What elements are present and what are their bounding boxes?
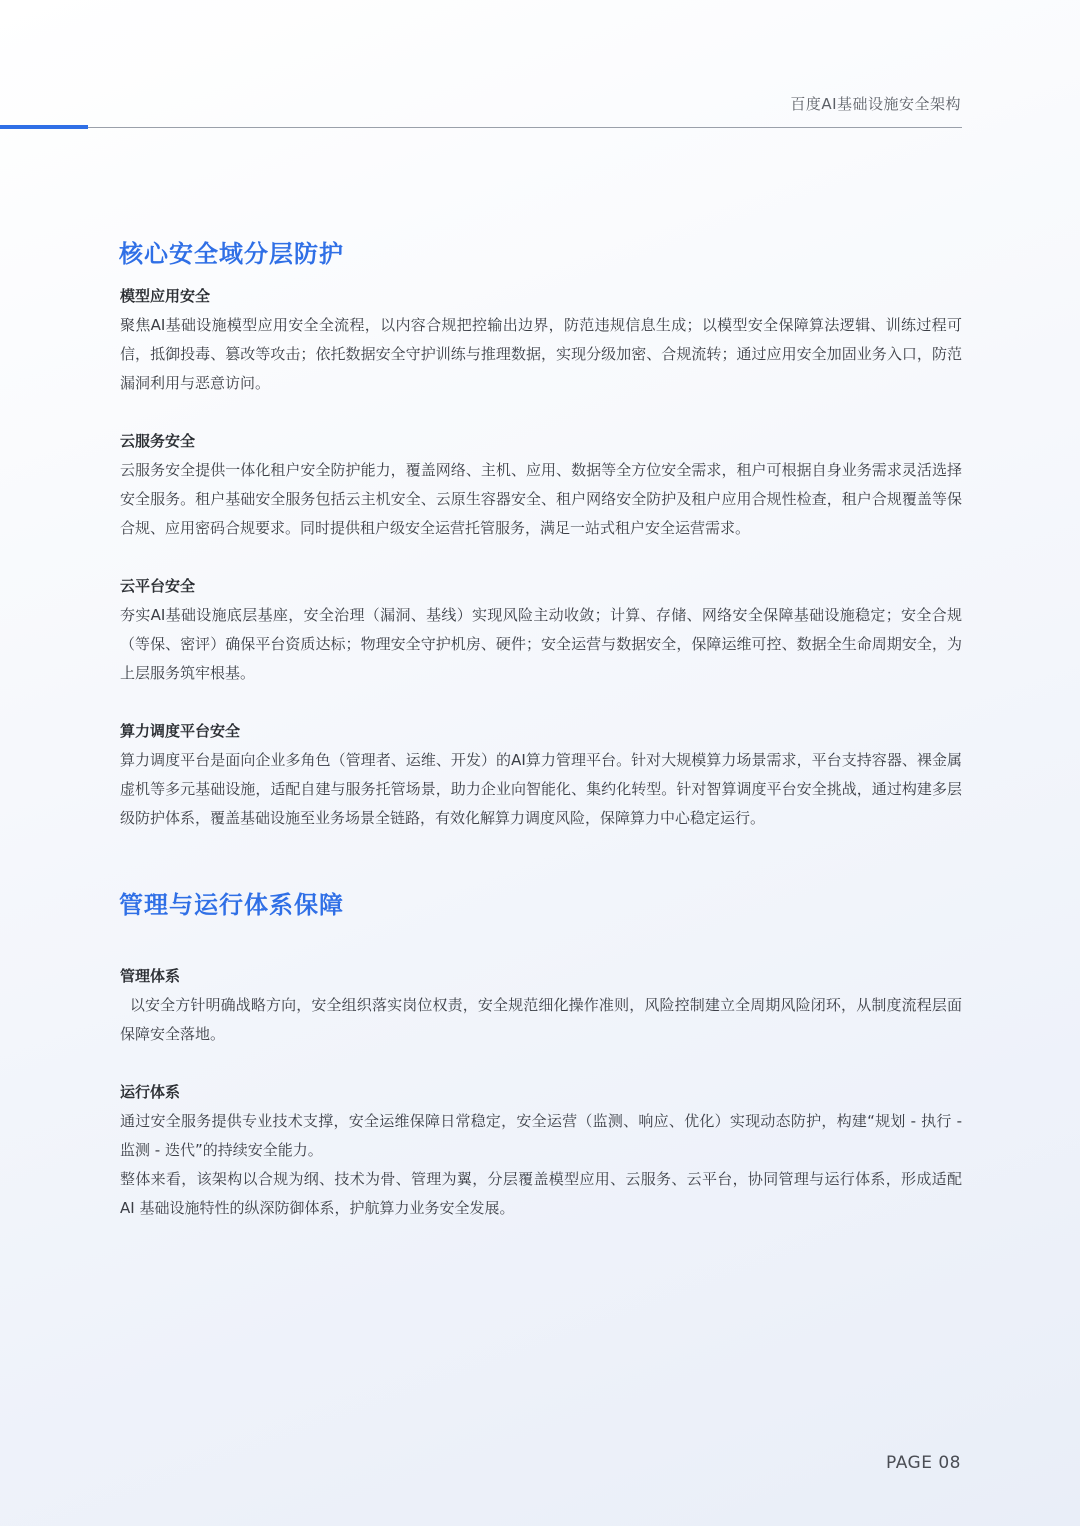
subsection-heading: 运行体系 [120, 1083, 181, 1101]
subsection-paragraph: 夯实AI基础设施底层基座，安全治理（漏洞、基线）实现风险主动收敛；计算、存储、网络安全保障基础设施稳定；安全合规（等保、密评）确保平台资质达标；物理安全守护机房、硬件；安全运营与数据安全，保障运维可控、数据全生命周期安全，为上层服务筑牢根基。 [120, 606, 962, 682]
subsection-heading: 云平台安全 [120, 577, 196, 595]
summary-paragraph: 整体来看，该架构以合规为纲、技术为骨、管理为翼，分层覆盖模型应用、云服务、云平台，协同管理与运行体系，形成适配 AI 基础设施特性的纵深防御体系，护航算力业务安全发展。 [120, 1170, 962, 1217]
subsection-heading: 管理体系 [120, 967, 181, 985]
subsection-paragraph: 算力调度平台是面向企业多角色（管理者、运维、开发）的AI算力管理平台。针对大规模算力场景需求，平台支持容器、裸金属虚机等多元基础设施，适配自建与服务托管场景，助力企业向智能化、集约化转型。针对智算调度平台安全挑战，通过构建多层级防护体系，覆盖基础设施至业务场景全链路，有效化解算力调度风险，保障算力中心稳定运行。 [120, 751, 962, 827]
subsection-cloud-platform-security [120, 572, 962, 688]
subsection-model-app-security [120, 282, 962, 398]
subsection-heading: 算力调度平台安全 [120, 722, 241, 740]
section-title-core-security: 核心安全域分层防护 [119, 240, 344, 268]
subsection-paragraph: 云服务安全提供一体化租户安全防护能力，覆盖网络、主机、应用、数据等全方位安全需求，租户可根据自身业务需求灵活选择安全服务。租户基础安全服务包括云主机安全、云原生容器安全、租户网络安全防护及租户应用合规性检查，租户合规覆盖等保合规、应用密码合规要求。同时提供租户级安全运营托管服务，满足一站式租户安全运营需求。 [120, 461, 962, 537]
section-title-management-operation: 管理与运行体系保障 [119, 891, 344, 919]
subsection-paragraph: 以安全方针明确战略方向，安全组织落实岗位权责，安全规范细化操作准则，风险控制建立全周期风险闭环，从制度流程层面保障安全落地。 [120, 996, 962, 1043]
header-divider [0, 127, 962, 128]
header-accent-bar [0, 125, 88, 129]
subsection-compute-scheduling-security [120, 717, 962, 833]
subsection-paragraph: 聚焦AI基础设施模型应用安全全流程，以内容合规把控输出边界，防范违规信息生成；以模型安全保障算法逻辑、训练过程可信，抵御投毒、篡改等攻击；依托数据安全守护训练与推理数据，实现分级加密、合规流转；通过应用安全加固业务入口，防范漏洞利用与恶意访问。 [120, 316, 962, 392]
subsection-heading: 模型应用安全 [120, 287, 211, 305]
subsection-heading: 云服务安全 [120, 432, 196, 450]
page-number: PAGE 08 [886, 1453, 961, 1473]
subsection-cloud-service-security [120, 427, 962, 543]
document-header-title: 百度AI基础设施安全架构 [790, 95, 961, 113]
subsection-paragraph: 通过安全服务提供专业技术支撑，安全运维保障日常稳定，安全运营（监测、响应、优化）实现动态防护，构建“规划 - 执行 - 监测 - 迭代”的持续安全能力。 [120, 1112, 962, 1159]
subsection-operation-system [120, 1078, 962, 1223]
subsection-management-system [120, 962, 962, 1049]
